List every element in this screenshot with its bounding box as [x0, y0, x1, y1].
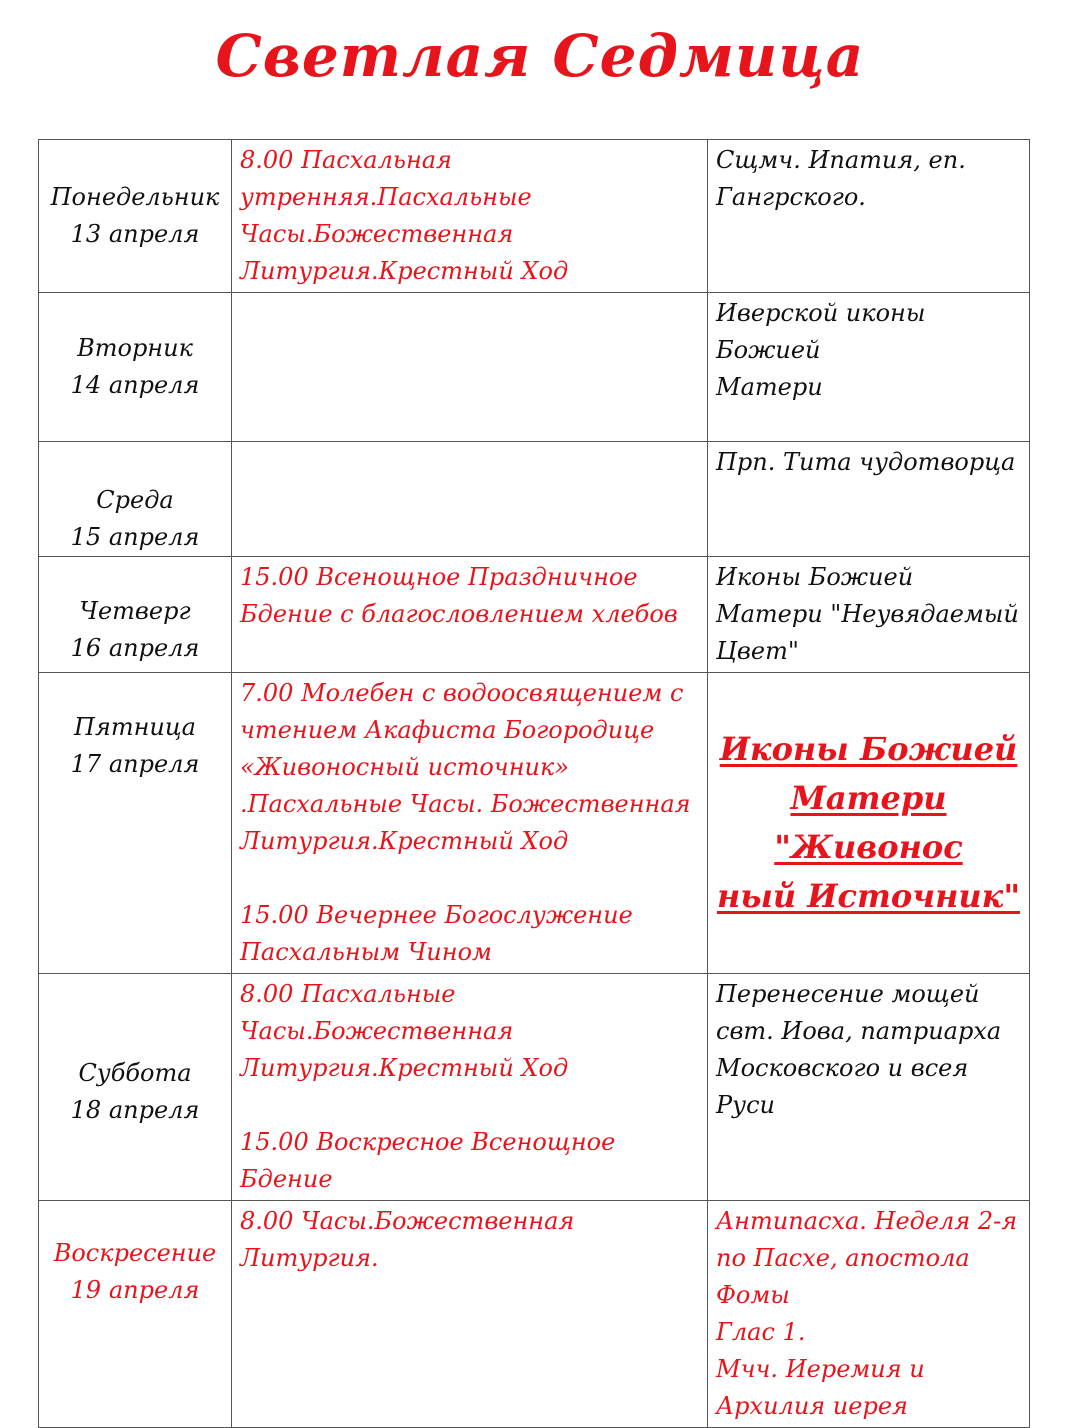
table-row — [39, 1201, 1030, 1428]
day-date: 13 апреля — [70, 220, 200, 248]
day-date: 17 апреля — [70, 750, 200, 778]
day-date: 19 апреля — [70, 1276, 200, 1304]
day-name: Суббота — [78, 1059, 192, 1087]
commemoration-cell: Перенесение мощей свт. Иова, патриарха Московского и всея Руси — [708, 974, 1030, 1201]
commemoration-cell: Антипасха. Неделя 2-я по Пасхе, апостола Фомы Глас 1. Мчч. Иеремия и Архилия иерея — [708, 1201, 1030, 1428]
table-row — [39, 442, 1030, 557]
service-cell: 8.00 Часы.Божественная Литургия. — [232, 1201, 708, 1428]
day-name: Четверг — [79, 596, 191, 625]
day-cell — [39, 293, 232, 442]
commemoration-cell: Иверской иконы Божией Матери — [708, 293, 1030, 442]
day-cell — [39, 673, 232, 974]
day-name: Пятница — [74, 713, 196, 741]
table-row — [39, 140, 1030, 293]
day-name: Среда — [96, 486, 174, 514]
service-cell: 15.00 Всенощное Праздничное Бдение с благословлением хлебов — [232, 557, 708, 673]
table-row — [39, 293, 1030, 442]
service-cell — [232, 442, 708, 557]
day-cell — [39, 140, 232, 293]
day-cell — [39, 557, 232, 673]
table-row — [39, 673, 1030, 974]
table-row — [39, 557, 1030, 673]
day-cell — [39, 442, 232, 557]
day-date: 14 апреля — [70, 371, 200, 399]
day-cell — [39, 1201, 232, 1428]
service-cell — [232, 293, 708, 442]
day-name: Понедельник — [50, 183, 220, 211]
day-date: 15 апреля — [70, 523, 200, 551]
feast-highlight: Иконы Божией Матери "Живонос ный Источник" — [716, 730, 1020, 915]
day-date: 16 апреля — [70, 633, 200, 662]
commemoration-cell: Иконы Божией Матери "Неувядаемый Цвет" — [708, 557, 1030, 673]
service-cell: 8.00 Пасхальная утренняя.Пасхальные Часы.Божественная Литургия.Крестный Ход — [232, 140, 708, 293]
commemoration-cell: Прп. Тита чудотворца — [708, 442, 1030, 557]
day-cell — [39, 974, 232, 1201]
day-name: Вторник — [77, 334, 193, 362]
commemoration-cell — [708, 673, 1030, 974]
page-title: Светлая Седмица — [215, 22, 865, 90]
table-row — [39, 974, 1030, 1201]
schedule-table — [38, 139, 1030, 1428]
day-date: 18 апреля — [70, 1096, 200, 1124]
service-cell: 7.00 Молебен с водоосвящением с чтением Акафиста Богородице «Живоносный источник» .Пасхальные Часы. Божественная Литургия.Крестный Ход 15.00 Вечернее Богослужение Пасхальным Чином — [232, 673, 708, 974]
commemoration-cell: Сщмч. Ипатия, еп. Гангрского. — [708, 140, 1030, 293]
day-name: Воскресение — [53, 1239, 217, 1267]
service-cell: 8.00 Пасхальные Часы.Божественная Литургия.Крестный Ход 15.00 Воскресное Всенощное Бдение — [232, 974, 708, 1201]
